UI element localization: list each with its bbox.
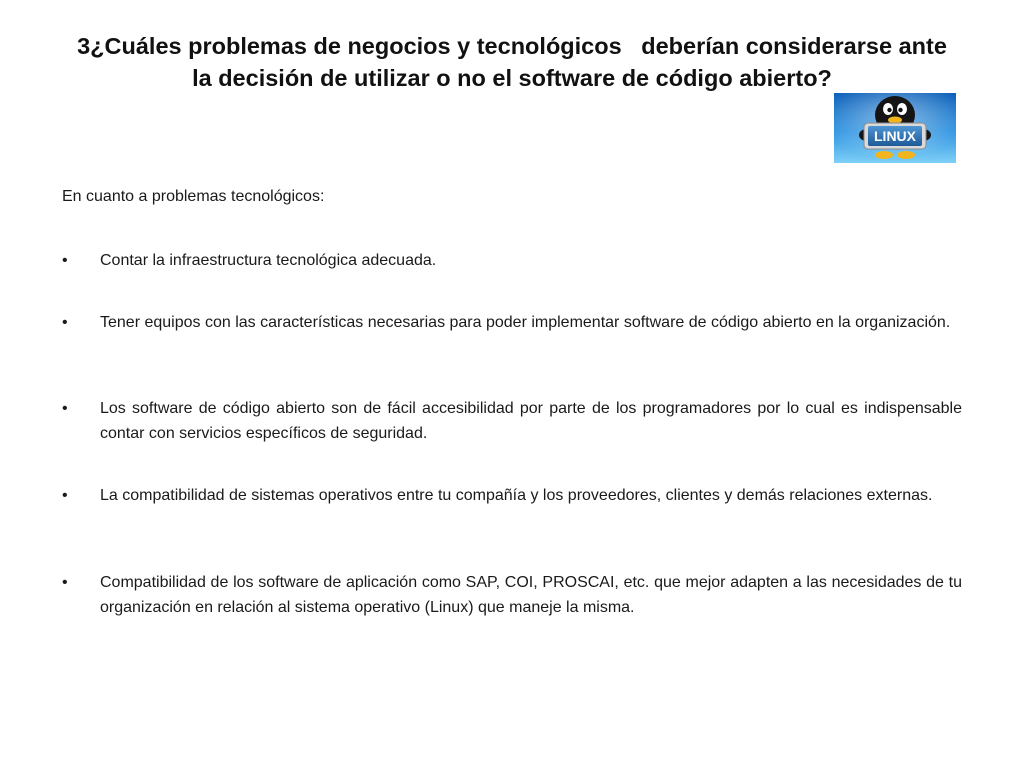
list-item xyxy=(62,310,962,396)
bullet-marker: • xyxy=(62,252,68,269)
list-item-text: Tener equipos con las características necesarias para poder implementar software de código abierto en la organización. xyxy=(100,314,951,331)
bullet-marker: • xyxy=(62,314,68,331)
linux-tux-icon xyxy=(834,93,956,163)
list-item xyxy=(62,248,962,310)
list-item xyxy=(62,570,962,620)
intro-text: En cuanto a problemas tecnológicos: xyxy=(62,188,325,205)
linux-logo-label: LINUX xyxy=(874,128,916,144)
bullet-marker: • xyxy=(62,400,68,417)
bullet-list xyxy=(62,248,962,620)
linux-logo-image xyxy=(834,93,956,163)
list-item-text: Contar la infraestructura tecnológica adecuada. xyxy=(100,252,437,269)
list-item-text: Los software de código abierto son de fácil accesibilidad por parte de los programadores por lo cual es indispensable contar con servicios específicos de seguridad. xyxy=(100,400,962,442)
slide-title xyxy=(40,30,984,94)
list-item-text: Compatibilidad de los software de aplicación como SAP, COI, PROSCAI, etc. que mejor adapten a las necesidades de tu organización en relación al sistema operativo (Linux) que maneje la misma. xyxy=(100,574,962,616)
bullet-marker: • xyxy=(62,487,68,504)
slide-title-line-2: la decisión de utilizar o no el software de código abierto? xyxy=(192,65,832,91)
list-item-text: La compatibilidad de sistemas operativos entre tu compañía y los proveedores, clientes y demás relaciones externas. xyxy=(100,487,933,504)
bullet-marker: • xyxy=(62,574,68,591)
list-item xyxy=(62,483,962,570)
list-item xyxy=(62,396,962,483)
slide-title-line-1: 3¿Cuáles problemas de negocios y tecnológicos deberían considerarse ante xyxy=(77,33,947,59)
